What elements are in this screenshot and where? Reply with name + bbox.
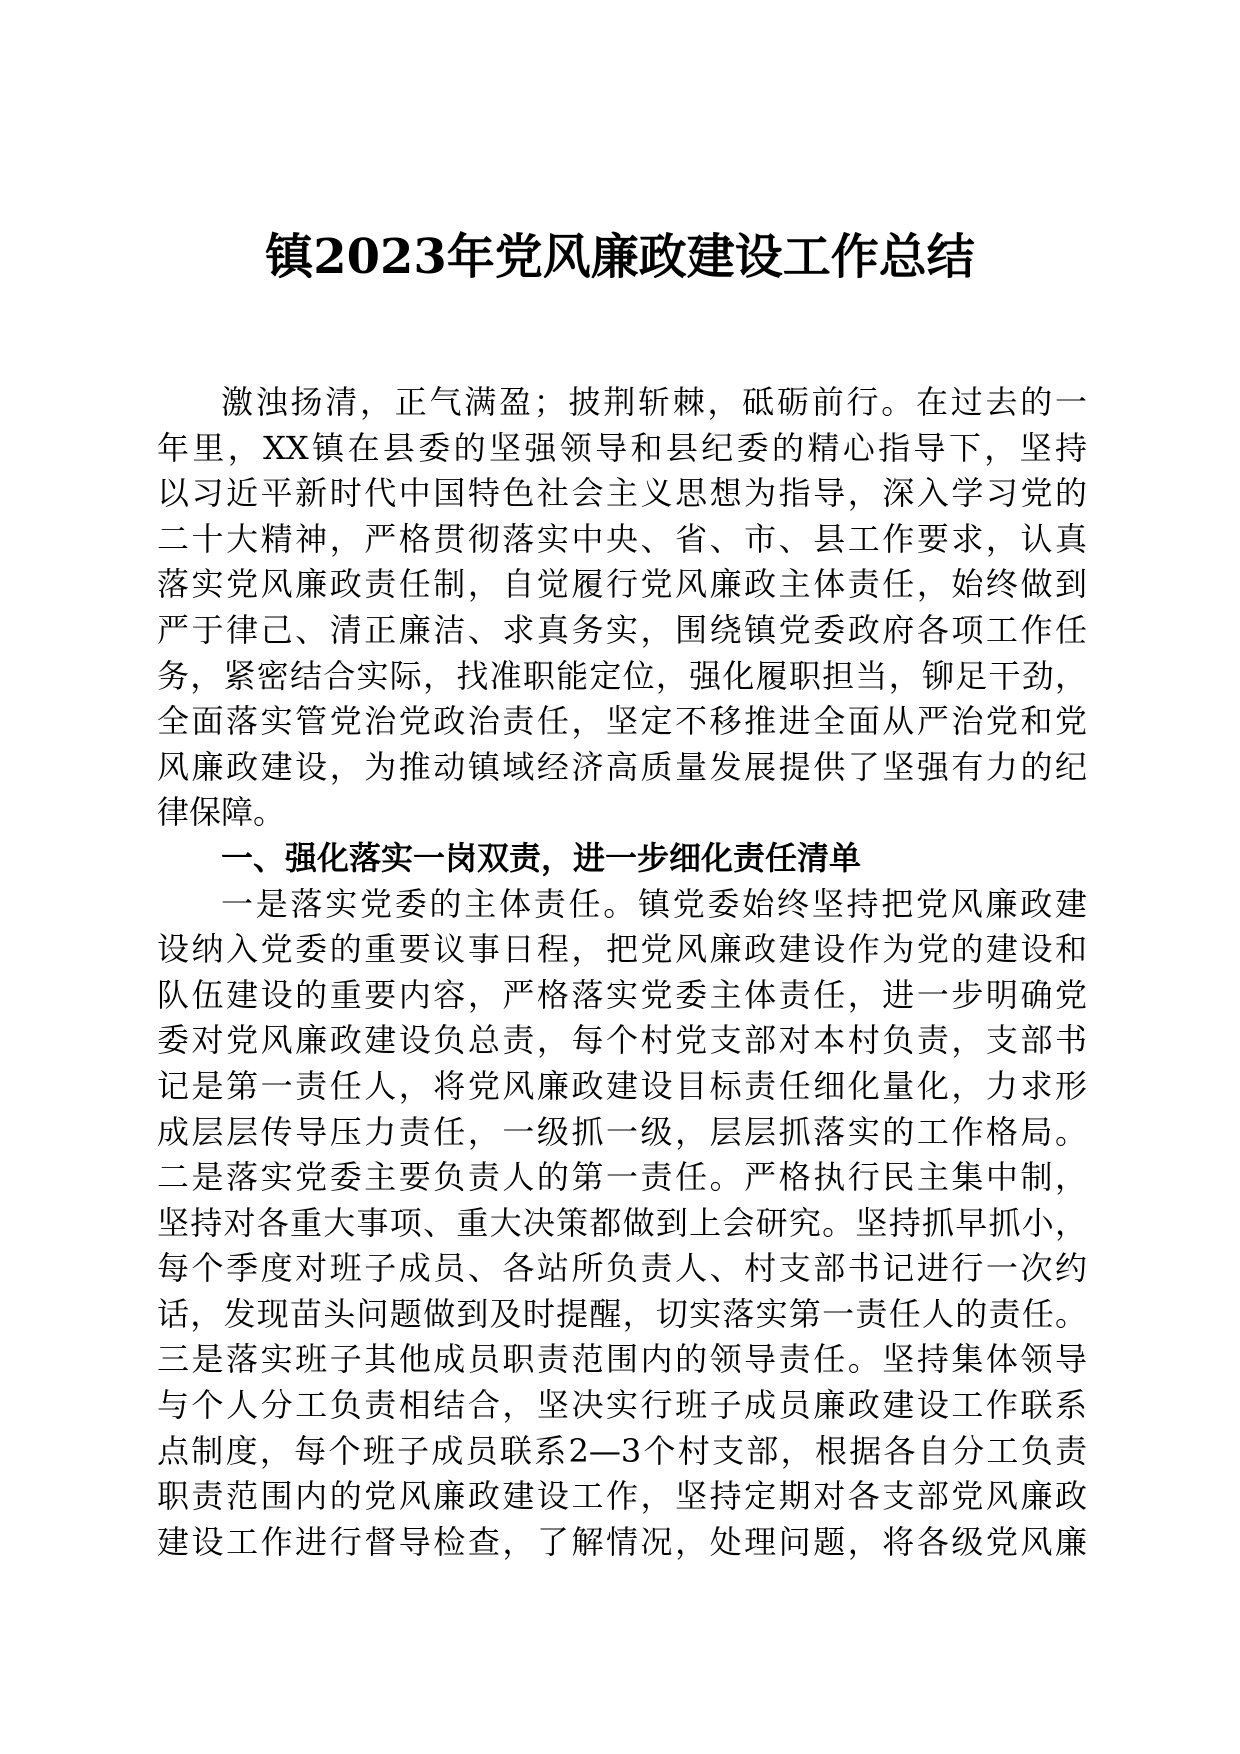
paragraph-line: 坚持对各重大事项、重大决策都做到上会研究。坚持抓早抓小， <box>157 1203 1087 1242</box>
paragraph-line: 年里，XX镇在县委的坚强领导和县纪委的精心指导下，坚持 <box>157 428 1087 467</box>
paragraph-line: 每个季度对班子成员、各站所负责人、村支部书记进行一次约 <box>157 1249 1087 1288</box>
paragraph-line: 二十大精神，严格贯彻落实中央、省、市、县工作要求，认真 <box>157 519 1087 558</box>
paragraph-line: 记是第一责任人，将党风廉政建设目标责任细化量化，力求形 <box>157 1066 1087 1105</box>
paragraph-line: 一是落实党委的主体责任。镇党委始终坚持把党风廉政建 <box>221 884 1087 923</box>
paragraph-line: 全面落实管党治党政治责任，坚定不移推进全面从严治党和党 <box>157 702 1087 741</box>
paragraph-line: 成层层传导压力责任，一级抓一级，层层抓落实的工作格局。 <box>157 1112 1087 1151</box>
paragraph-line: 话，发现苗头问题做到及时提醒，切实落实第一责任人的责任。 <box>157 1294 1087 1333</box>
paragraph-line: 设纳入党委的重要议事日程，把党风廉政建设作为党的建设和 <box>157 930 1087 969</box>
section-heading: 一、强化落实一岗双责，进一步细化责任清单 <box>221 838 862 877</box>
paragraph-line: 职责范围内的党风廉政建设工作，坚持定期对各支部党风廉政 <box>157 1477 1087 1516</box>
paragraph-line: 二是落实党委主要负责人的第一责任。严格执行民主集中制， <box>157 1158 1087 1197</box>
document-title: 镇2023年党风廉政建设工作总结 <box>265 229 975 285</box>
paragraph-line: 律保障。 <box>157 793 286 832</box>
paragraph-line: 三是落实班子其他成员职责范围内的领导责任。坚持集体领导 <box>157 1340 1087 1379</box>
paragraph-line: 队伍建设的重要内容，严格落实党委主体责任，进一步明确党 <box>157 975 1087 1014</box>
paragraph-line: 严于律己、清正廉洁、求真务实，围绕镇党委政府各项工作任 <box>157 610 1087 649</box>
paragraph-line: 落实党风廉政责任制，自觉履行党风廉政主体责任，始终做到 <box>157 565 1087 604</box>
paragraph-line: 委对党风廉政建设负总责，每个村党支部对本村负责，支部书 <box>157 1021 1087 1060</box>
paragraph-line: 建设工作进行督导检查，了解情况，处理问题，将各级党风廉 <box>157 1522 1087 1561</box>
paragraph-line: 务，紧密结合实际，找准职能定位，强化履职担当，铆足干劲， <box>157 656 1087 695</box>
paragraph-line: 与个人分工负责相结合，坚决实行班子成员廉政建设工作联系 <box>157 1386 1087 1425</box>
document-body <box>157 380 1087 1565</box>
paragraph-line: 以习近平新时代中国特色社会主义思想为指导，深入学习党的 <box>157 474 1087 513</box>
paragraph-line: 点制度，每个班子成员联系2—3个村支部，根据各自分工负责 <box>157 1431 1087 1470</box>
paragraph-line: 风廉政建设，为推动镇域经济高质量发展提供了坚强有力的纪 <box>157 747 1087 786</box>
paragraph-line: 激浊扬清，正气满盈；披荆斩棘，砥砺前行。在过去的一 <box>221 383 1087 421</box>
